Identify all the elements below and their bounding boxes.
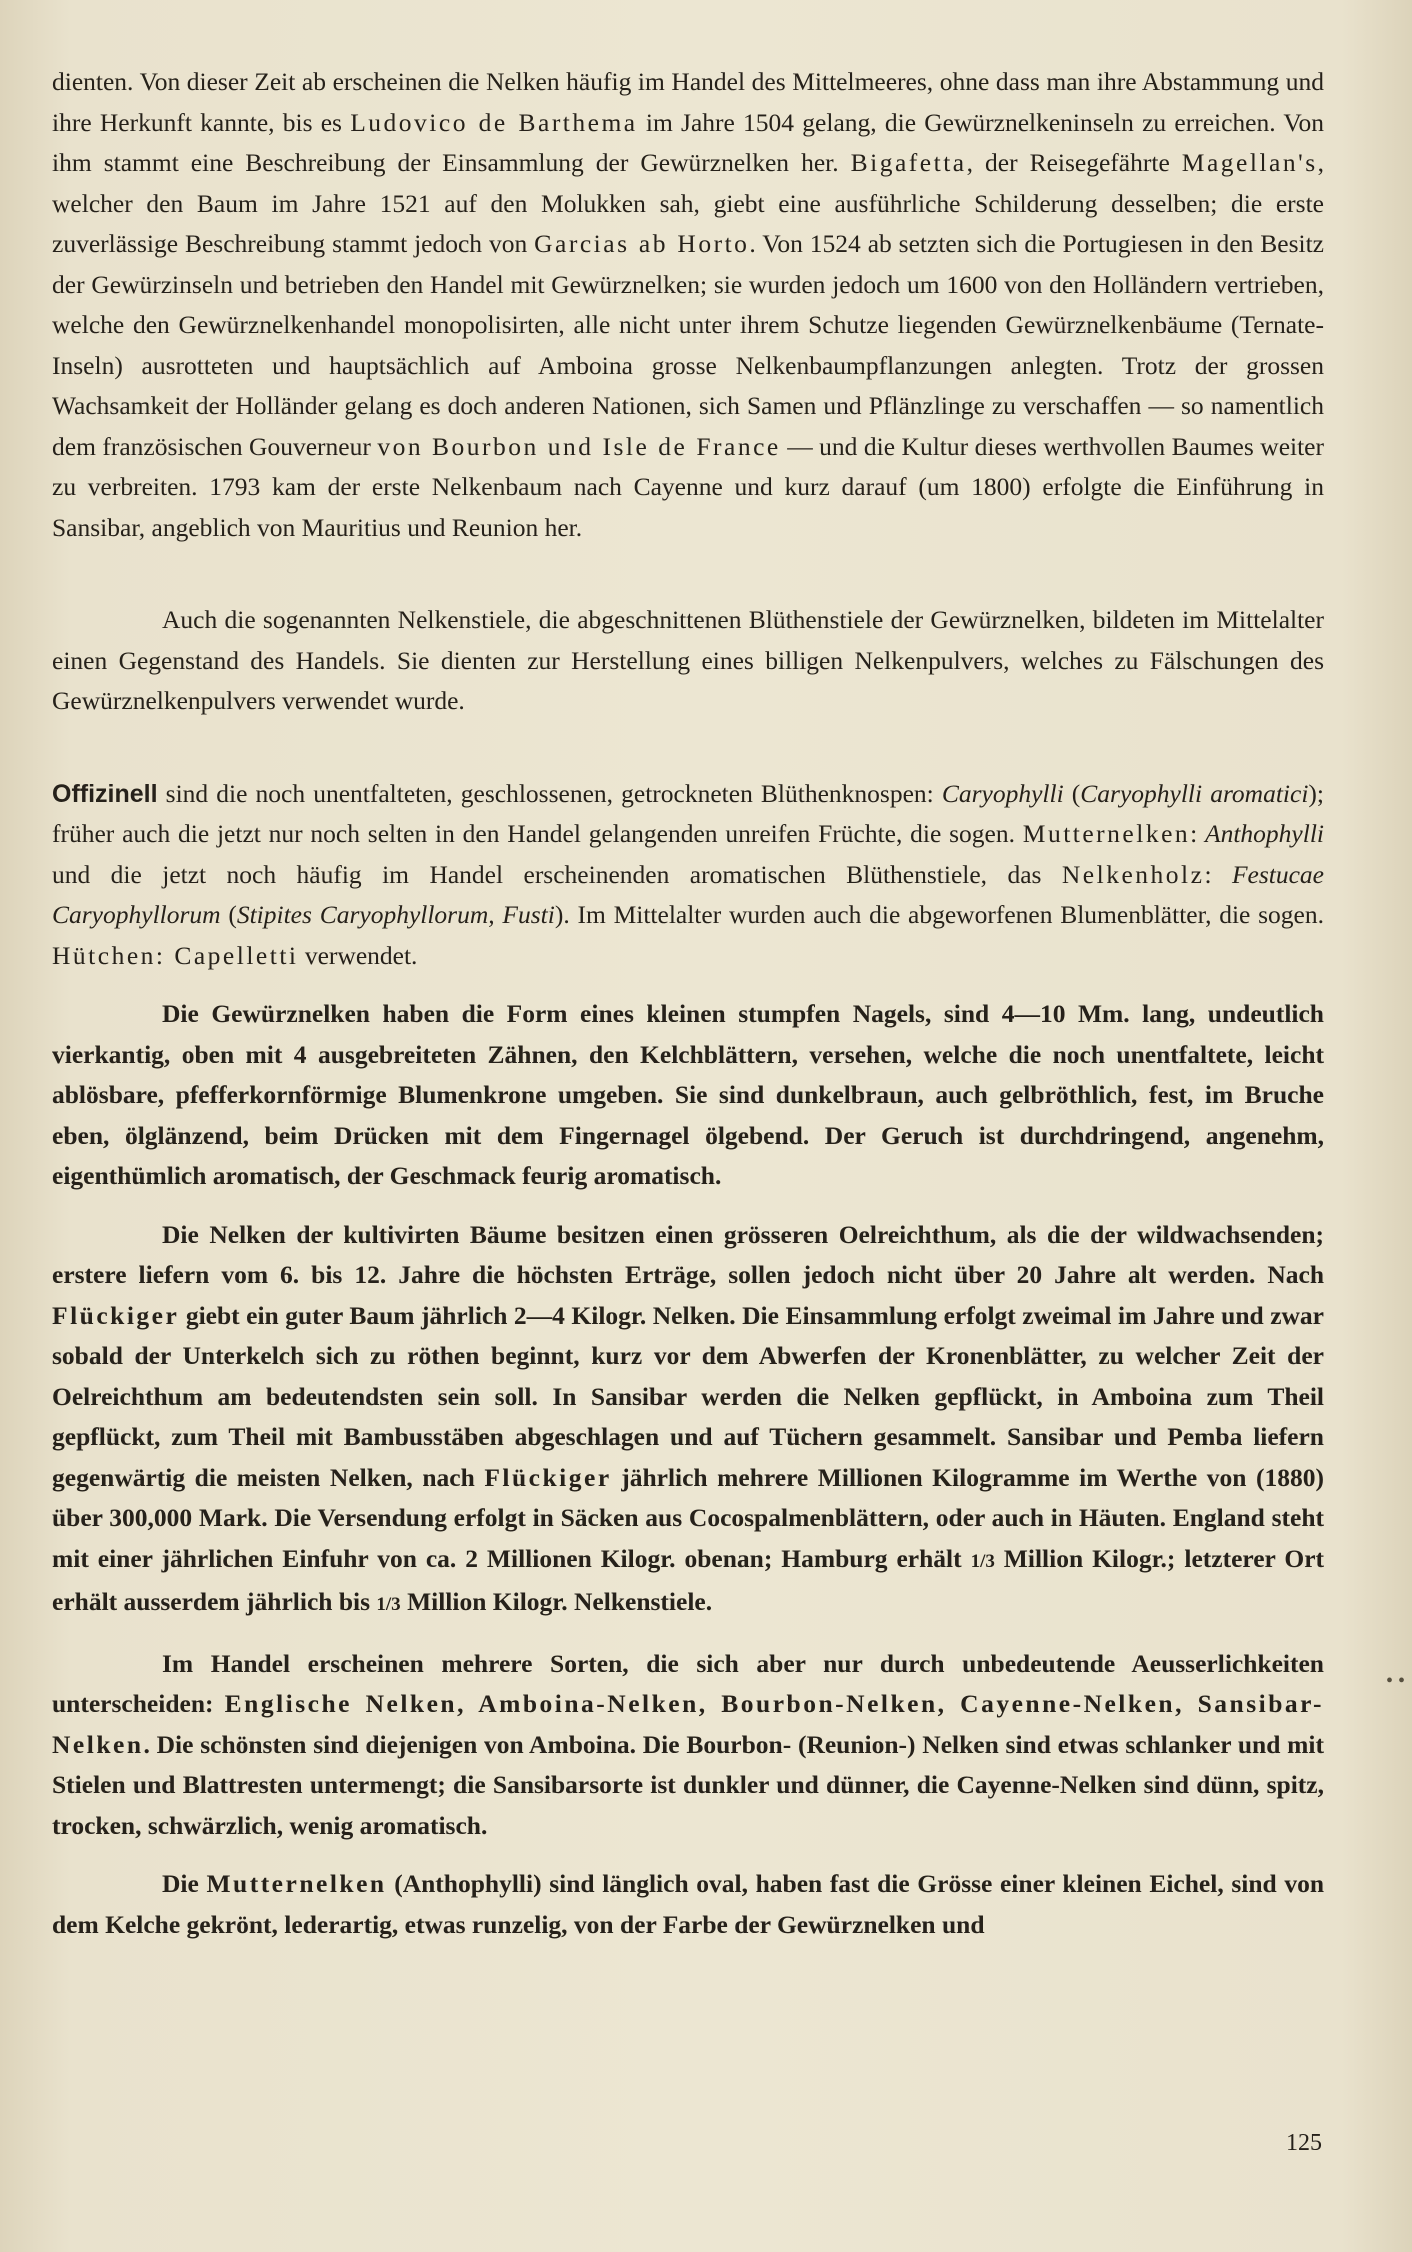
paragraph-mutternelken bbox=[52, 1864, 1324, 1945]
fraction: 1/3 bbox=[376, 1594, 401, 1615]
spaced-name: von Bourbon und Isle de France bbox=[377, 431, 781, 461]
text-run: : bbox=[1190, 819, 1206, 848]
spaced-name: Mutternelken bbox=[206, 1869, 387, 1898]
text-run: — und die Kultur dieses werthvollen Baumes weiter zu verbreiten. 1793 kam der erste Nelkenbaum nach Cayenne und kurz darauf (um 1800) erfolgte die Einführung in Sansibar, angeblich von Mauritius und Reunion her. bbox=[52, 431, 1324, 542]
margin-mark: • • bbox=[1386, 1670, 1406, 1692]
text-run: . Die schönsten sind diejenigen von Amboina. Die Bourbon- (Reunion-) Nelken sind etwas schlanker und mit Stielen und Blattresten untermengt; die Sansibarsorte ist dunkler und dünner, die Cayenne-Nelken sind dünn, spitz, trocken, schwärzlich, wenig aromatisch. bbox=[52, 1729, 1324, 1840]
text-run: , welcher den Baum im Jahre 1521 auf den Molukken sah, giebt eine ausführliche Schilderung desselben; die erste zuverlässige Beschreibung stammt jedoch von bbox=[52, 148, 1324, 258]
spaced-name: Englische Nelken, Amboina-Nelken, Bourbon-Nelken, Cayenne-Nelken, Sansibar-Nelken bbox=[52, 1689, 1324, 1759]
text-run: giebt ein guter Baum jährlich 2—4 Kilogr. Nelken. Die Einsammlung erfolgt zweimal im Jahre und zwar sobald der Unterkelch sich zu röthen beginnt, kurz vor dem Abwerfen der Kronenblätter, zu welcher Zeit der Oelreichthum am bedeutendsten sein soll. In Sansibar werden die Nelken gepflückt, in Amboina zum Theil gepflückt, zum Theil mit Bambusstäben abgeschlagen und auf Tüchern gesammelt. Sansibar und Pemba liefern gegenwärtig die meisten Nelken, nach bbox=[52, 1300, 1324, 1492]
latin-term: Festucae Caryophyllorum bbox=[52, 859, 1324, 929]
text-run: Die Nelken der kultivirten Bäume besitzen einen grösseren Oelreichthum, als die der wildwachsenden; erstere liefern vom 6. bis 12. Jahre die höchsten Erträge, sollen jedoch nicht über 20 Jahre alt werden. Nach bbox=[52, 1219, 1324, 1289]
latin-term: Caryophylli bbox=[941, 778, 1064, 808]
text-run: verwendet. bbox=[298, 940, 418, 970]
text-run: ( bbox=[1063, 778, 1081, 808]
text-run: dienten. Von dieser Zeit ab erscheinen die Nelken häufig im Handel des Mittelmeeres, ohne dass man ihre Abstammung und ihre Herkunft kannte, bis es bbox=[52, 67, 1324, 137]
fraction: 1/3 bbox=[970, 1550, 995, 1572]
latin-term: Caryophylli aromatici bbox=[1080, 778, 1309, 808]
spaced-name: Nelkenholz bbox=[1061, 859, 1205, 889]
spaced-name: Flückiger bbox=[484, 1462, 612, 1492]
text-run: ). Im Mittelalter wurden auch die abgeworfenen Blumenblätter, die sogen. bbox=[554, 900, 1325, 929]
text-run: Die bbox=[162, 1869, 207, 1898]
body-text bbox=[52, 62, 1324, 1963]
section-heading: Offizinell bbox=[52, 779, 158, 808]
text-run: (Anthophylli) sind länglich oval, haben fast die Grösse einer kleinen Eichel, sind von dem Kelche gekrönt, lederartig, etwas runzelig, von der Farbe der Gewürznelken und bbox=[52, 1869, 1324, 1939]
text-run: ); früher auch die jetzt nur noch selten in den Handel gelangenden unreifen Früchte, die sogen. bbox=[52, 778, 1324, 848]
paragraph-nelkenstiele: Auch die sogenannten Nelkenstiele, die abgeschnittenen Blüthenstiele der Gewürznelken, bildeten im Mittelalter einen Gegenstand des Handels. Sie dienten zur Herstellung eines billigen Nelkenpulvers, welches zu Fälschungen des Gewürznelkenpulvers verwendet wurde. bbox=[52, 605, 1324, 715]
spaced-name: Garcias ab Horto bbox=[534, 229, 750, 258]
paragraph-description: Die Gewürznelken haben die Form eines kleinen stumpfen Nagels, sind 4—10 Mm. lang, undeutlich vierkantig, oben mit 4 ausgebreiteten Zähnen, den Kelchblättern, versehen, welche die noch unentfaltete, leicht ablösbare, pfefferkornförmige Blumenkrone umgeben. Sie sind dunkelbraun, auch gelbröthlich, fest, im Bruche eben, ölglänzend, beim Drücken mit dem Fingernagel ölgebend. Der Geruch ist durchdringend, angenehm, eigenthümlich aromatisch, der Geschmack feurig aromatisch. bbox=[52, 999, 1324, 1190]
spaced-name: Hütchen: Capelletti bbox=[52, 940, 299, 970]
spaced-name: Magellan's bbox=[1181, 148, 1318, 177]
paragraph-sorts bbox=[52, 1644, 1324, 1847]
paragraph-offizinell bbox=[52, 774, 1324, 977]
text-run: jährlich mehrere Millionen Kilogramme im Werthe von (1880) über 300,000 Mark. Die Versendung erfolgt in Säcken aus Cocospalmenblättern, oder auch in Häuten. England steht mit einer jährlichen Einfuhr von ca. 2 Millionen Kilogr. obenan; Hamburg erhält bbox=[52, 1462, 1324, 1573]
text-run: Im Handel erscheinen mehrere Sorten, die sich aber nur durch unbedeutende Aeusserlichkeiten unterscheiden: bbox=[52, 1648, 1324, 1718]
text-run: im Jahre 1504 gelang, die Gewürznelkeninseln zu erreichen. Von ihm stammt eine Beschreibung der Einsammlung der Gewürznelken her. bbox=[52, 107, 1325, 177]
text-run: : bbox=[1204, 859, 1232, 889]
spaced-name: Mutternelken bbox=[1022, 819, 1191, 848]
text-run: Million Kilogr.; letzterer Ort erhält ausserdem jährlich bis bbox=[52, 1543, 1325, 1616]
text-run: und die jetzt noch häufig im Handel erscheinenden aromatischen Blüthenstiele, das bbox=[52, 859, 1062, 889]
spaced-name: Flückiger bbox=[52, 1300, 180, 1330]
latin-term: Anthophylli bbox=[1205, 819, 1324, 848]
text-run: . Von 1524 ab setzten sich die Portugiesen in den Besitz der Gewürzinseln und betrieben den Handel mit Gewürznelken; sie wurden jedoch um 1600 von den Holländern vertrieben, welche den Gewürznelkenhandel monopolisirten, alle nicht unter ihrem Schutze liegenden Gewürznelkenbäume (Ternate-Inseln) ausrotteten und hauptsächlich auf Amboina grosse Nelkenbaumpflanzungen anlegten. Trotz der grossen Wachsamkeit der Holländer gelang es doch anderen Nationen, sich Samen und Pflänzlinge zu verschaffen — so namentlich dem französischen Gouverneur bbox=[52, 229, 1325, 461]
latin-term: Stipites Caryophyllorum, Fusti bbox=[236, 900, 555, 929]
paragraph-history bbox=[52, 62, 1324, 548]
page-number: 125 bbox=[1286, 2130, 1322, 2156]
text-run: , der Reisegefährte bbox=[966, 148, 1182, 177]
paragraph-cultivation bbox=[52, 1215, 1324, 1626]
text-run: ( bbox=[220, 900, 237, 929]
text-run: Million Kilogr. Nelkenstiele. bbox=[400, 1587, 713, 1616]
text-run: sind die noch unentfalteten, geschlossenen, getrockneten Blüthenknospen: bbox=[157, 778, 942, 808]
spaced-name: Ludovico de Barthema bbox=[350, 107, 638, 137]
spaced-name: Bigafetta bbox=[850, 148, 967, 177]
